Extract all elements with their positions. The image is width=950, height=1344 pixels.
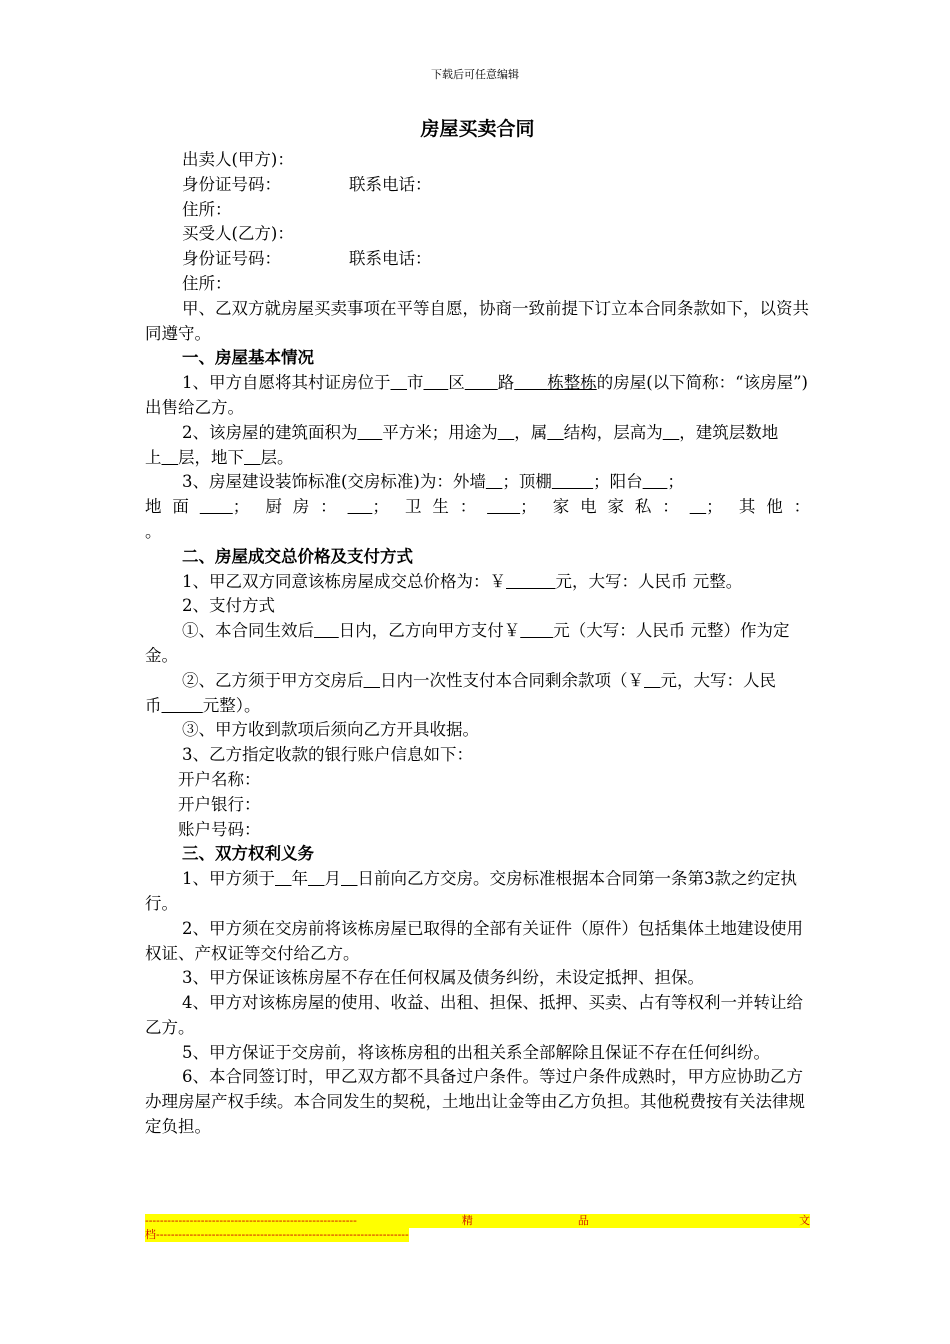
- s1-clause-3-cont: 地面 ； 厨房： ； 卫生： ； 家电家私： ； 其他：: [145, 497, 811, 517]
- seller-id-line: 身份证号码： 联系电话：: [182, 174, 432, 194]
- seller-address-line: 住所：: [182, 199, 232, 219]
- document-title: 房屋买卖合同: [420, 118, 535, 140]
- buyer-line: 买受人(乙方)：: [182, 224, 294, 244]
- buyer-address-line: 住所：: [182, 273, 232, 293]
- footer-row-1: [145, 1214, 810, 1228]
- section-3-heading: 三、双方权利义务: [182, 844, 314, 864]
- intro-paragraph: 甲、乙双方就房屋买卖事项在平等自愿，协商一致前提下订立本合同条款如下，以资共同遵守。: [145, 298, 809, 343]
- contract-document: [145, 116, 810, 1140]
- section-1-heading: 一、房屋基本情况: [182, 348, 314, 368]
- page-header-note: 下载后可任意编辑: [431, 68, 519, 81]
- s2-clause-2: 2、支付方式: [182, 596, 275, 616]
- s2-clause-2-2: ②、乙方须于甲方交房后 日内一次性支付本合同剩余款项（￥ 元，大写：人民币 元整）。: [145, 670, 776, 715]
- footer-word-1: 精: [461, 1214, 473, 1227]
- buyer-id-line: 身份证号码： 联系电话：: [182, 249, 432, 269]
- footer-dashes-2: --------------------------------------------------------------------: [156, 1228, 409, 1241]
- account-number-line: 账户号码：: [178, 819, 261, 839]
- s3-clause-2: 2、甲方须在交房前将该栋房屋已取得的全部有关证件（原件）包括集体土地建设使用权证、产权证等交付给乙方。: [145, 918, 803, 963]
- footer-word-3: 文: [798, 1214, 810, 1227]
- account-name-line: 开户名称：: [178, 769, 261, 789]
- s1-clause-3: 3、房屋建设装饰标准(交房标准)为：外墙 ；顶棚 ；阳台 ；: [182, 472, 684, 492]
- footer-word-4: 档: [145, 1228, 156, 1241]
- footer-watermark-bar: [145, 1214, 810, 1228]
- s2-clause-1: 1、甲乙双方同意该栋房屋成交总价格为：￥ 元，大写：人民币 元整。: [182, 571, 743, 591]
- footer-row-2: [145, 1228, 409, 1242]
- s3-clause-1: 1、甲方须于 年 月 日前向乙方交房。交房标准根据本合同第一条第3款之约定执行。: [145, 869, 797, 913]
- s3-clause-3: 3、甲方保证该栋房屋不存在任何权属及债务纠纷，未设定抵押、担保。: [182, 968, 704, 988]
- s3-clause-5: 5、甲方保证于交房前，将该栋房租的出租关系全部解除且保证不存在任何纠纷。: [182, 1042, 770, 1062]
- s2-clause-2-1: ①、本合同生效后 日内，乙方向甲方支付￥ 元（大写：人民币 元整）作为定金。: [145, 621, 790, 665]
- s2-clause-2-3: ③、甲方收到款项后须向乙方开具收据。: [182, 720, 479, 740]
- account-bank-line: 开户银行：: [178, 794, 261, 814]
- footer-dashes-1: ---------------------------------------------------------: [145, 1214, 357, 1227]
- s1-clause-3-end: 。: [145, 521, 162, 541]
- s3-clause-6: 6、本合同签订时，甲乙双方都不具备过户条件。等过户条件成熟时，甲方应协助乙方办理房屋产权手续。本合同发生的契税，土地出让金等由乙方负担。其他税费按有关法律规定负担。: [145, 1067, 805, 1137]
- s1-clause-1: 1、甲方自愿将其村证房位于 市 区 路 栋整栋的房屋(以下简称：“该房屋”)出售给乙方。: [145, 373, 808, 417]
- footer-word-2: 品: [577, 1214, 589, 1227]
- s1-clause-2: 2、该房屋的建筑面积为 平方米；用途为 ，属 结构，层高为 ，建筑层数地上 层，地下 层。: [145, 422, 779, 467]
- s3-clause-4: 4、甲方对该栋房屋的使用、收益、出租、担保、抵押、买卖、占有等权利一并转让给乙方。: [145, 993, 803, 1037]
- seller-line: 出卖人(甲方)：: [182, 150, 294, 169]
- s2-clause-3: 3、乙方指定收款的银行账户信息如下：: [182, 745, 473, 765]
- section-2-heading: 二、房屋成交总价格及支付方式: [182, 546, 413, 566]
